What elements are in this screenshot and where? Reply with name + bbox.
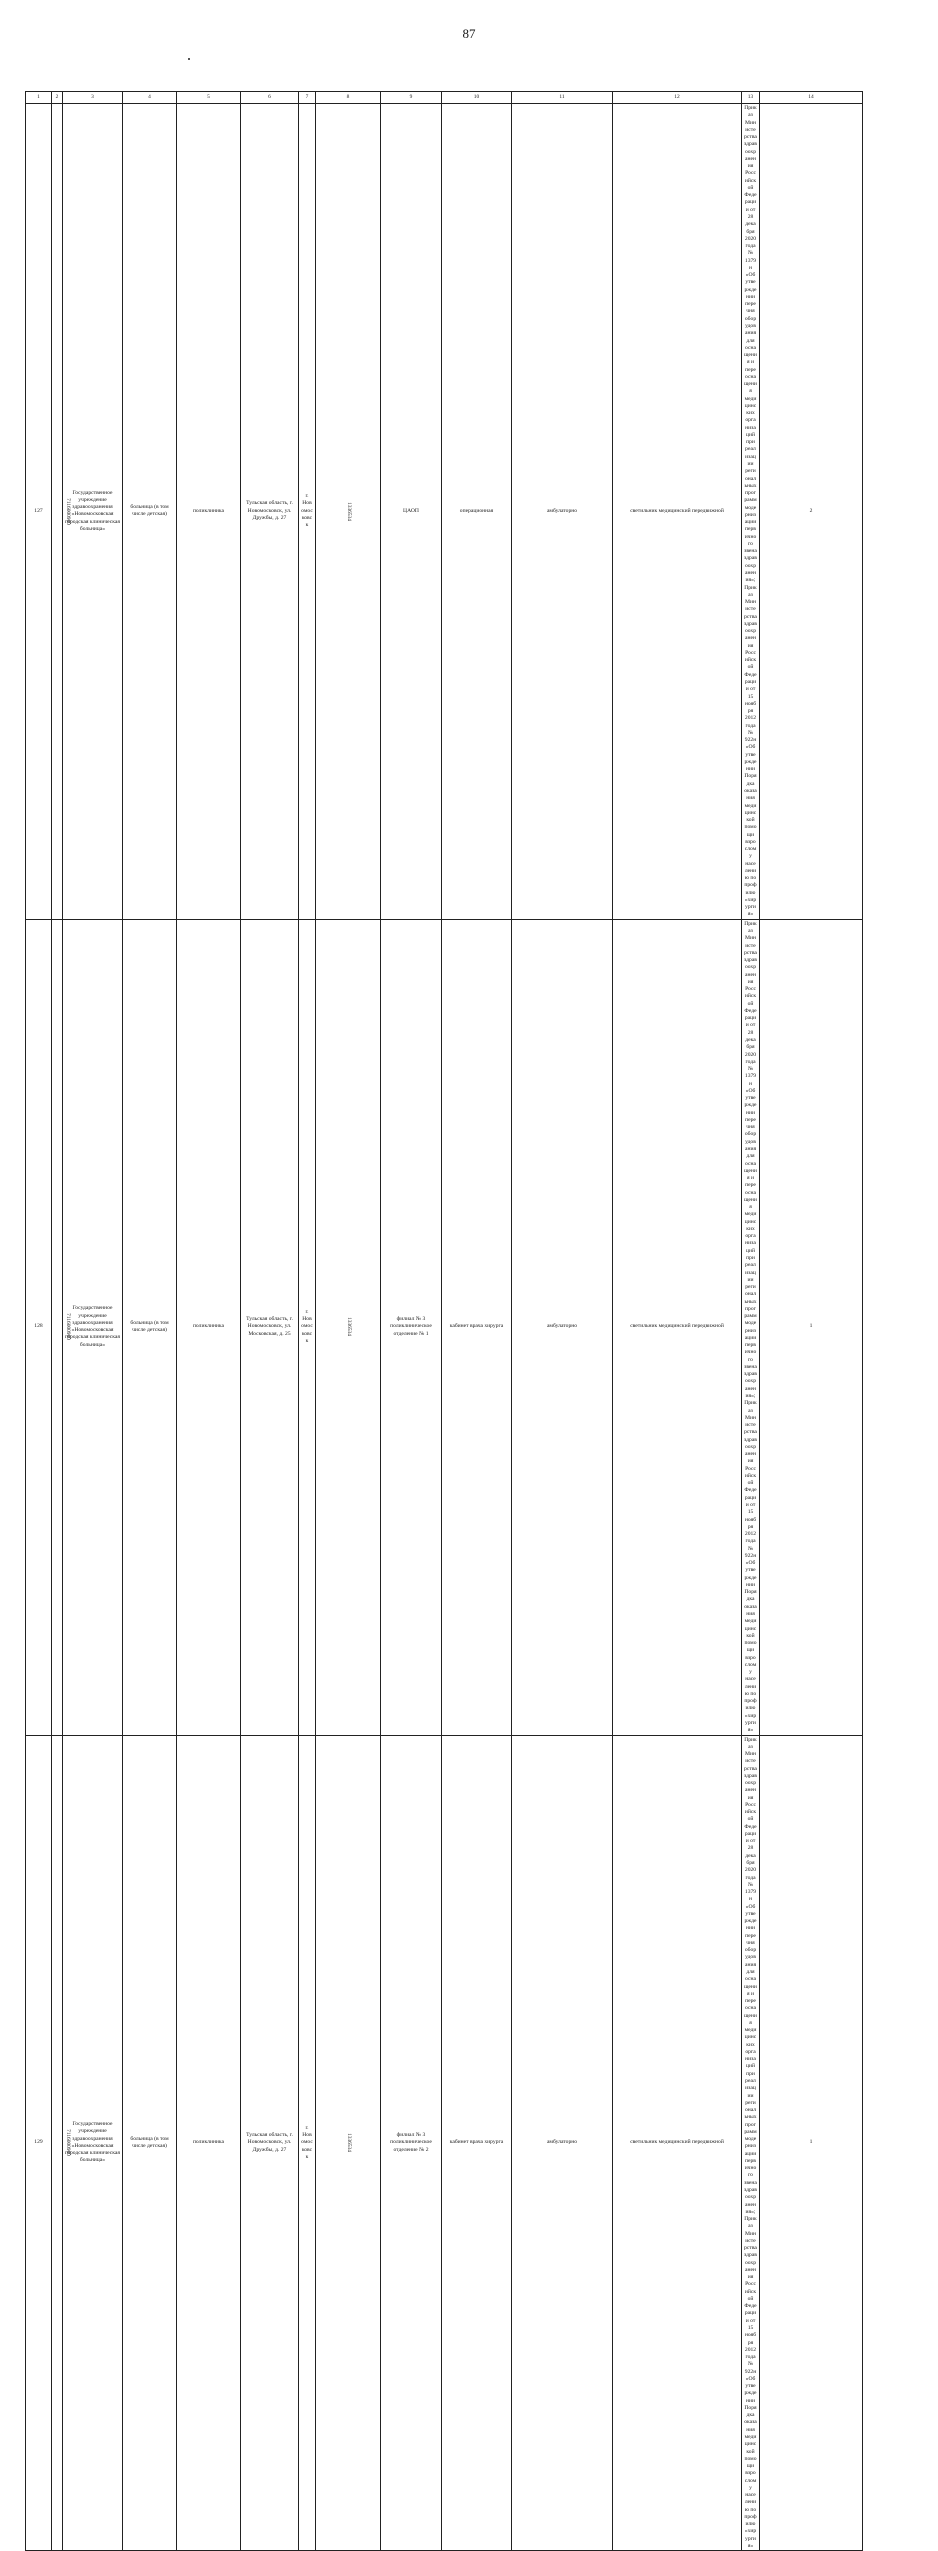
city: г. Новомосковск [299,1735,316,2551]
col-header: 4 [123,92,177,104]
col-header: 9 [381,92,442,104]
okato-code: 1336534 [345,1317,352,1337]
institution-name: Государственное учреждение здравоохранения «Новомосковская городская клиническая больница» [63,104,123,920]
department: филиал № 3 поликлиническое отделение № 2 [381,1735,442,2551]
col-header: 13 [742,92,760,104]
legal-basis: Приказ Министерства здравоохранения Российской Федерации от 28 декабря 2020 года № 1379н «Об утверждении перечня оборудования для оснащения и переоснащения медицинских организаций при реализации региональных программ модернизации первичного звена здравоохранения»; Приказ Министерства здравоохранения Российской Федерации от 15 ноября 2012 года № 922н «Об утверждении Порядка оказания медицинской помощи взрослому населению по профилю «хирургия» [742,919,760,1735]
org-code: 7116000960 [64,2129,71,2157]
legal-basis: Приказ Министерства здравоохранения Российской Федерации от 28 декабря 2020 года № 1379н «Об утверждении перечня оборудования для оснащения и переоснащения медицинских организаций при реализации региональных программ модернизации первичного звена здравоохранения»; Приказ Министерства здравоохранения Российской Федерации от 15 ноября 2012 года № 922н «Об утверждении Порядка оказания медицинской помощи взрослому населению по профилю «хирургия» [742,1735,760,2551]
row-number: 129 [26,1735,52,2551]
col-header: 5 [177,92,241,104]
col-header: 1 [26,92,52,104]
okato-code: 1336534 [345,501,352,521]
col-header: 2 [52,92,63,104]
equipment: светильник медицинский передвижной [613,919,742,1735]
institution-type: больница (в том числе детская) [123,104,177,920]
department: ЦАОП [381,104,442,920]
table-row [26,104,863,920]
col-header: 12 [613,92,742,104]
department: филиал № 3 поликлиническое отделение № 1 [381,919,442,1735]
city: г. Новомосковск [299,919,316,1735]
address: Тульская область, г. Новомосковск, ул. Дружбы, д. 27 [241,104,299,920]
col-header: 11 [512,92,613,104]
care-form: амбулаторно [512,104,613,920]
city: г. Новомосковск [299,104,316,920]
care-form: амбулаторно [512,919,613,1735]
address: Тульская область, г. Новомосковск, ул. Дружбы, д. 27 [241,1735,299,2551]
col-header: 3 [63,92,123,104]
unit-type: поликлиника [177,104,241,920]
okato-cell [316,104,381,920]
col-header: 10 [442,92,512,104]
row-number: 128 [26,919,52,1735]
column-number-row [26,92,863,104]
col-header: 8 [316,92,381,104]
legal-basis: Приказ Министерства здравоохранения Российской Федерации от 28 декабря 2020 года № 1379н «Об утверждении перечня оборудования для оснащения и переоснащения медицинских организаций при реализации региональных программ модернизации первичного звена здравоохранения»; Приказ Министерства здравоохранения Российской Федерации от 15 ноября 2012 года № 922н «Об утверждении Порядка оказания медицинской помощи взрослому населению по профилю «хирургия» [742,104,760,920]
institution-type: больница (в том числе детская) [123,1735,177,2551]
quantity: 1 [760,1735,863,2551]
col-header: 7 [299,92,316,104]
equipment: светильник медицинский передвижной [613,104,742,920]
org-code-cell [52,1735,71,2551]
okato-code: 1336534 [345,2133,352,2153]
org-code-cell [52,104,71,920]
quantity: 1 [760,919,863,1735]
scan-speck [188,58,190,60]
table-row [26,1735,863,2551]
care-form: амбулаторно [512,1735,613,2551]
okato-cell [316,1735,381,2551]
table-row [26,919,863,1735]
quantity: 2 [760,104,863,920]
unit-type: поликлиника [177,919,241,1735]
room: кабинет врача хирурга [442,919,512,1735]
col-header: 14 [760,92,863,104]
page-number: 87 [462,26,476,41]
institution-name: Государственное учреждение здравоохранения «Новомосковская городская клиническая больница» [63,1735,123,2551]
institution-type: больница (в том числе детская) [123,919,177,1735]
org-code: 7116000960 [64,497,71,525]
room: кабинет врача хирурга [442,1735,512,2551]
equipment: светильник медицинский передвижной [613,1735,742,2551]
org-code: 7116000960 [64,1313,71,1341]
institution-name: Государственное учреждение здравоохранения «Новомосковская городская клиническая больница» [63,919,123,1735]
row-number: 127 [26,104,52,920]
org-code-cell [52,919,71,1735]
room: операционная [442,104,512,920]
unit-type: поликлиника [177,1735,241,2551]
okato-cell [316,919,381,1735]
address: Тульская область, г. Новомосковск, ул. Московская, д. 25 [241,919,299,1735]
equipment-table [25,91,863,2551]
col-header: 6 [241,92,299,104]
